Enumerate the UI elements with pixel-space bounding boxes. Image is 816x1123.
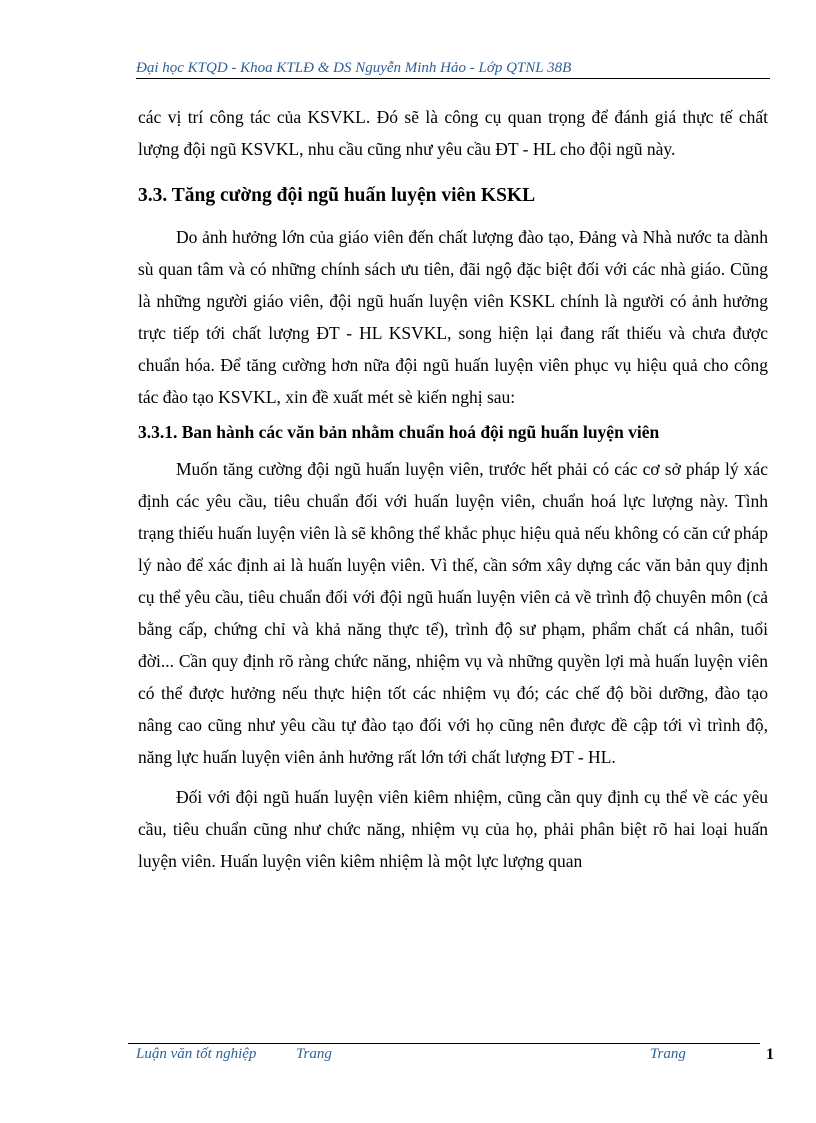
paragraph-1: Do ảnh hưởng lớn của giáo viên đến chất lượng đào tạo, Đảng và Nhà nước ta dành sù quan tâm và có những chính sách ưu tiên, đãi ngộ đặc biệt đối với các nhà giáo. Cũng là những người giáo viên, đội ngũ huấn luyện viên KSKL chính là người có ảnh hưởng trực tiếp tới chất lượng ĐT - HL KSVKL, song hiện lại đang rất thiếu và chưa được chuẩn hóa. Để tăng cường hơn nữa đội ngũ huấn luyện viên phục vụ hiệu quả cho công tác đào tạo KSVKL, xin đề xuất mét sè kiến nghị sau:	[138, 227, 768, 407]
section-heading: 3.3. Tăng cường đội ngũ huấn luyện viên KSKL	[138, 185, 536, 206]
page-number: 1	[766, 1046, 774, 1063]
page-footer	[136, 1046, 776, 1068]
footer-left-text: Luận văn tốt nghiệp	[136, 1046, 257, 1062]
page-header	[136, 60, 770, 79]
footer-middle-text: Trang	[296, 1046, 332, 1062]
footer-divider	[128, 1043, 760, 1044]
paragraph-intro: các vị trí công tác của KSVKL. Đó sẽ là công cụ quan trọng để đánh giá thực tế chất lượng đội ngũ KSVKL, nhu cầu cũng như yêu cầu ĐT - HL cho đội ngũ này.	[138, 107, 768, 159]
subsection-heading: 3.3.1. Ban hành các văn bản nhằm chuẩn hoá đội ngũ huấn luyện viên	[138, 422, 660, 442]
document-body	[138, 101, 768, 877]
paragraph-3: Đối với đội ngũ huấn luyện viên kiêm nhiệm, cũng cần quy định cụ thể về các yêu cầu, tiêu chuẩn cũng như chức năng, nhiệm vụ của họ, phải phân biệt rõ hai loại huấn luyện viên. Huấn luyện viên kiêm nhiệm là một lực lượng quan	[138, 787, 768, 871]
paragraph-2: Muốn tăng cường đội ngũ huấn luyện viên, trước hết phải có các cơ sở pháp lý xác định các yêu cầu, tiêu chuẩn đối với huấn luyện viên, chuẩn hoá lực lượng này. Tình trạng thiếu huấn luyện viên là sẽ không thể khắc phục hiệu quả nếu không có căn cứ pháp lý nào để xác định ai là huấn luyện viên. Vì thế, cần sớm xây dựng các văn bản quy định cụ thể yêu cầu, tiêu chuẩn đối với đội ngũ huấn luyện viên cả về trình độ chuyên môn (cả bằng cấp, chứng chỉ và khả năng thực tế), trình độ sư phạm, phẩm chất cá nhân, tuổi đời... Cần quy định rõ ràng chức năng, nhiệm vụ và những quyền lợi mà huấn luyện viên có thể được hưởng nếu thực hiện tốt các nhiệm vụ đó; các chế độ bồi dưỡng, đào tạo nâng cao cũng như yêu cầu tự đào tạo đối với họ cũng nên được đề cập tới vì trình độ, năng lực huấn luyện viên ảnh hưởng rất lớn tới chất lượng ĐT - HL.	[138, 459, 768, 767]
footer-right-text: Trang	[650, 1046, 686, 1062]
header-text: Đại học KTQD - Khoa KTLĐ & DS Nguyễn Minh Hảo - Lớp QTNL 38B	[136, 60, 572, 76]
